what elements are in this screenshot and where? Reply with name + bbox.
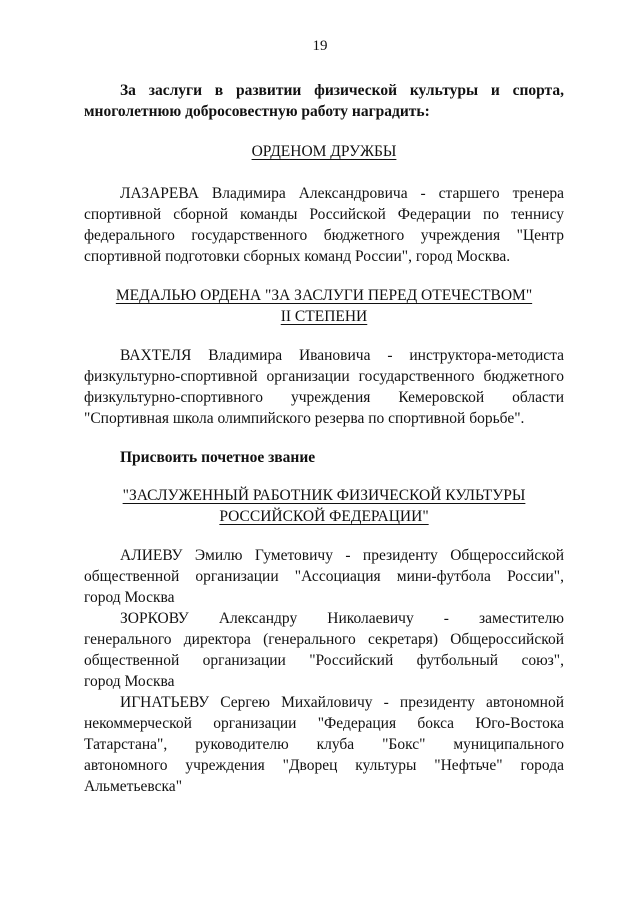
- award-title-text: ОРДЕНОМ ДРУЖБЫ: [251, 143, 397, 160]
- recipient-line: спортивной сборной команды Российской Федерации по теннису: [84, 206, 564, 223]
- recipient-line: физкультурно-спортивной организации государственного бюджетного: [84, 368, 564, 385]
- recipient-vakhtel: [84, 345, 564, 429]
- recipient-line: ИГНАТЬЕВУ Сергею Михайловичу - президенту автономной: [120, 694, 564, 711]
- honorary-title-text: "ЗАСЛУЖЕННЫЙ РАБОТНИК ФИЗИЧЕСКОЙ КУЛЬТУРЫ: [122, 487, 526, 504]
- recipient-line: Татарстана", руководителю клуба "Бокс" муниципального: [84, 736, 564, 753]
- award-title-medal: [84, 285, 564, 327]
- recipient-line: федерального государственного бюджетного учреждения "Центр: [84, 227, 564, 244]
- recipient-line: ЗОРКОВУ Александру Николаевичу - заместителю: [120, 610, 564, 627]
- intro-line: За заслуги в развитии физической культуры и спорта,: [120, 82, 564, 99]
- intro-line: многолетнюю добросовестную работу наградить:: [84, 103, 430, 120]
- recipient-line: город Москва: [84, 589, 175, 606]
- recipient-line: спортивной подготовки сборных команд России", город Москва.: [84, 248, 511, 265]
- assign-heading-text: Присвоить почетное звание: [120, 449, 316, 466]
- recipient-line: общественной организации "Российский футбольный союз",: [84, 652, 564, 669]
- recipient-line: АЛИЕВУ Эмилю Гуметовичу - президенту Общероссийской: [120, 547, 564, 564]
- recipient-zorkov: [84, 608, 564, 692]
- recipient-line: ЛАЗАРЕВА Владимира Александровича - старшего тренера: [120, 185, 564, 202]
- recipient-line: "Спортивная школа олимпийского резерва по спортивной борьбе".: [84, 410, 525, 427]
- recipient-line: Альметьевска": [84, 778, 183, 795]
- honorary-title-text: РОССИЙСКОЙ ФЕДЕРАЦИИ": [219, 508, 429, 525]
- recipient-line: город Москва: [84, 673, 175, 690]
- award-title-order-of-friendship: [84, 141, 564, 162]
- recipient-line: общественной организации "Ассоциация мини-футбола России",: [84, 568, 564, 585]
- award-title-text: МЕДАЛЬЮ ОРДЕНА "ЗА ЗАСЛУГИ ПЕРЕД ОТЕЧЕСТВОМ": [115, 287, 533, 304]
- assign-heading: [84, 447, 564, 468]
- recipient-line: физкультурно-спортивного учреждения Кемеровской области: [84, 389, 564, 406]
- recipient-line: автономного учреждения "Дворец культуры "Нефтьче" города: [84, 757, 564, 774]
- recipient-line: ВАХТЕЛЯ Владимира Ивановича - инструктора-методиста: [120, 347, 564, 364]
- recipient-aliev: [84, 545, 564, 608]
- award-title-text: II СТЕПЕНИ: [280, 308, 368, 325]
- recipient-line: генерального директора (генерального секретаря) Общероссийской: [84, 631, 564, 648]
- recipient-lazarev: [84, 183, 564, 267]
- intro-paragraph: [84, 80, 564, 122]
- page-number: 19: [312, 38, 328, 54]
- honorary-title: [84, 485, 564, 527]
- recipient-line: некоммерческой организации "Федерация бокса Юго-Востока: [84, 715, 564, 732]
- recipient-ignatiev: [84, 692, 564, 797]
